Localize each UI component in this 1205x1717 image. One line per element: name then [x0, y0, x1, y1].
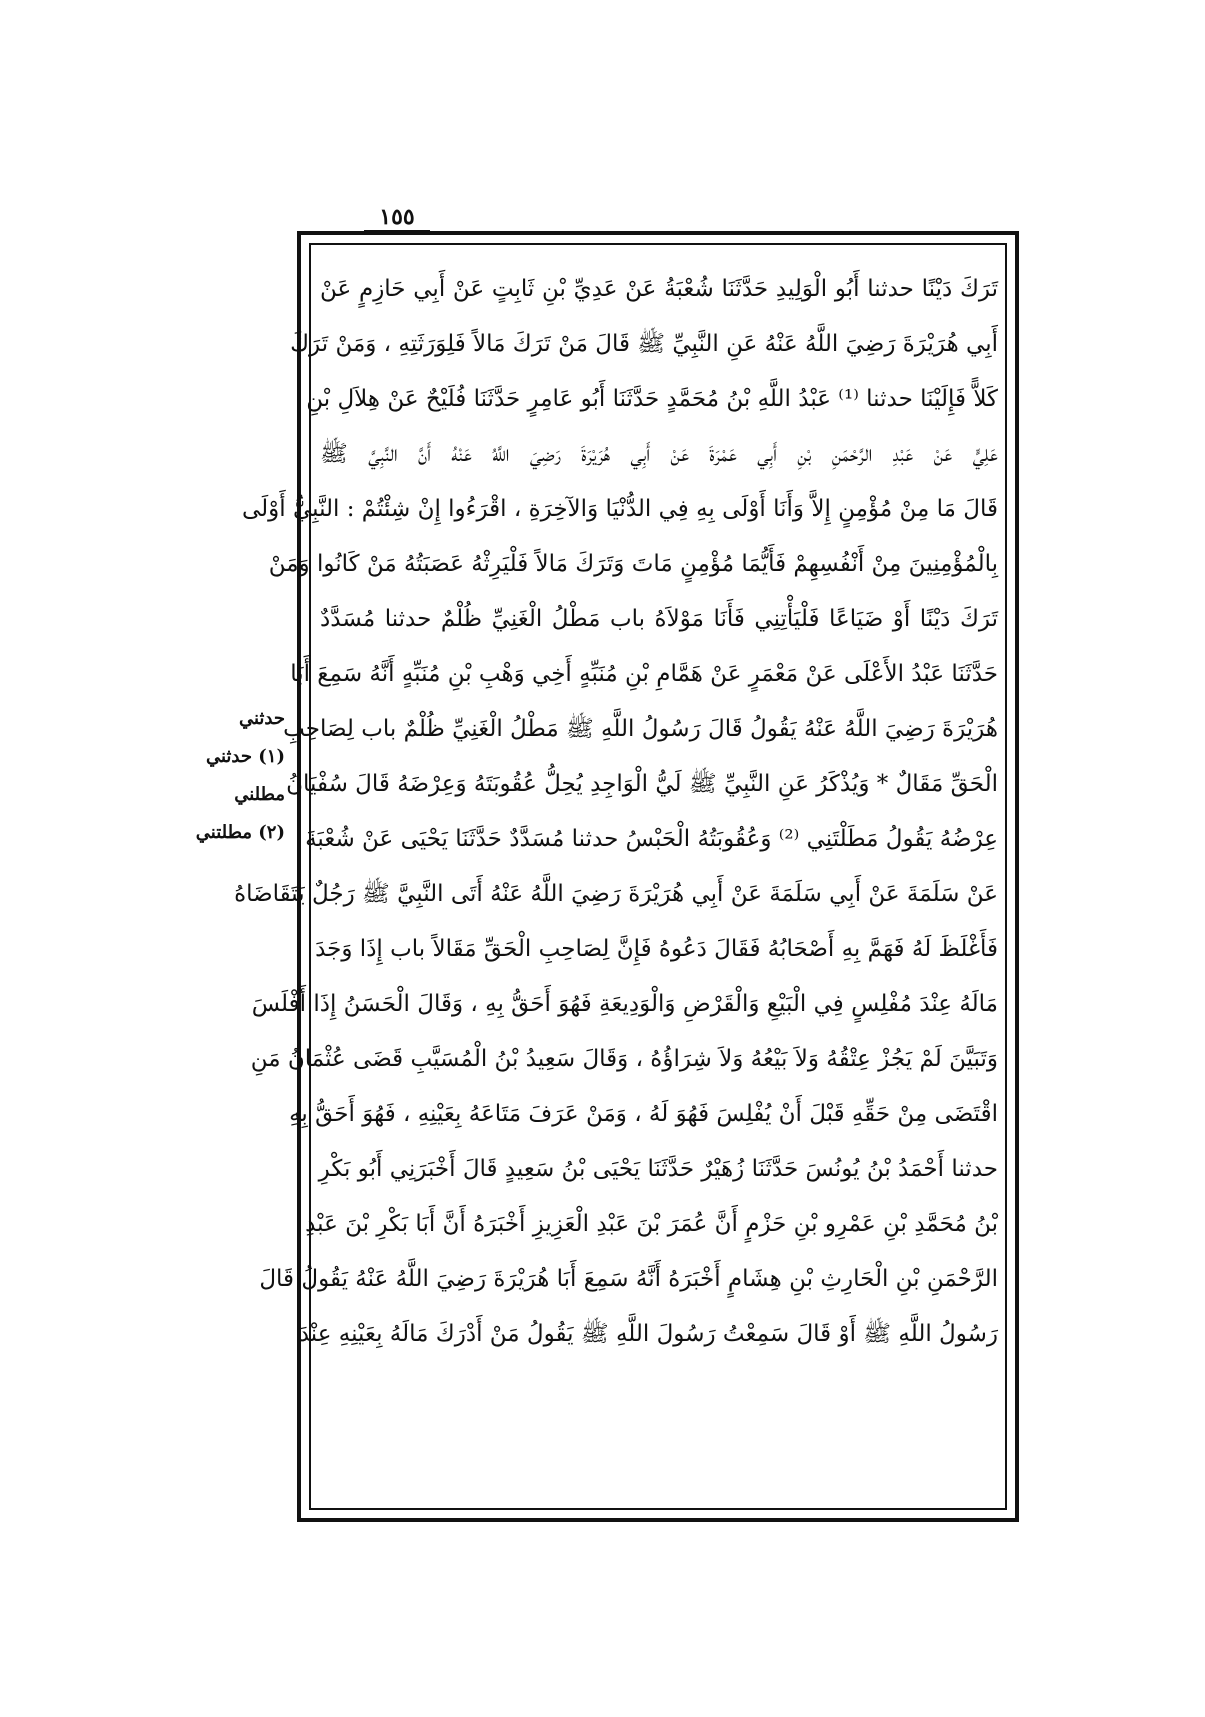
margin-notes [185, 700, 285, 852]
text-line: عَنْ سَلَمَةَ عَنْ أَبِي سَلَمَةَ عَنْ أَبِي هُرَيْرَةَ رَضِيَ اللَّهُ عَنْهُ أَتَى النَّبِيَّ ﷺ رَجُلٌ يَتَقَاضَاهُ [234, 881, 998, 907]
text-line: حَدَّثَنَا عَبْدُ الأَعْلَى عَنْ مَعْمَرٍ عَنْ هَمَّامِ بْنِ مُنَبِّهٍ أَخِي وَهْبِ بْنِ مُنَبِّهٍ أَنَّهُ سَمِعَ أَبَا [290, 661, 998, 687]
text-line: عَلِيٍّ عَنْ عَبْدِ الرَّحْمَنِ بْنِ أَبِي عَمْرَةَ عَنْ أَبِي هُرَيْرَةَ رَضِيَ اللَّهُ عَنْهُ أَنَّ النَّبِيَّ ﷺ [320, 441, 998, 467]
text-line: تَرَكَ دَيْنًا حدثنا أَبُو الْوَلِيدِ حَدَّثَنَا شُعْبَةُ عَنْ عَدِيِّ بْنِ ثَابِتٍ عَنْ أَبِي حَازِمٍ عَنْ [320, 276, 998, 302]
text-line: حدثنا أَحْمَدُ بْنُ يُونُسَ حَدَّثَنَا زُهَيْرٌ حَدَّثَنَا يَحْيَى بْنُ سَعِيدٍ قَالَ أَخْبَرَنِي أَبُو بَكْرِ [318, 1156, 998, 1182]
text-line: بْنُ مُحَمَّدِ بْنِ عَمْرِو بْنِ حَزْمٍ أَنَّ عُمَرَ بْنَ عَبْدِ الْعَزِيزِ أَخْبَرَهُ أَنَّ أَبَا بَكْرِ بْنَ عَبْدِ [305, 1211, 998, 1237]
text-line: رَسُولُ اللَّهِ ﷺ أَوْ قَالَ سَمِعْتُ رَسُولَ اللَّهِ ﷺ يَقُولُ مَنْ أَدْرَكَ مَالَهُ بِعَيْنِهِ عِنْدَ [298, 1321, 998, 1347]
text-line: قَالَ مَا مِنْ مُؤْمِنٍ إِلاَّ وَأَنَا أَوْلَى بِهِ فِي الدُّنْيَا وَالآخِرَةِ ، اقْرَءُوا إِنْ شِئْتُمْ : النَّبِيُّ أَوْلَى [242, 496, 998, 522]
margin-note: مطلني [234, 784, 285, 805]
margin-note: (١) حدثني [205, 746, 285, 767]
text-line: فَأَغْلَظَ لَهُ فَهَمَّ بِهِ أَصْحَابُهُ فَقَالَ دَعُوهُ فَإِنَّ لِصَاحِبِ الْحَقِّ مَقَالاً باب إِذَا وَجَدَ [315, 936, 998, 962]
text-line: بِالْمُؤْمِنِينَ مِنْ أَنْفُسِهِمْ فَأَيُّمَا مُؤْمِنٍ مَاتَ وَتَرَكَ مَالاً فَلْيَرِثْهُ عَصَبَتُهُ مَنْ كَانُوا وَمَنْ [268, 551, 998, 577]
text-line: كَلاًّ فَإِلَيْنَا حدثنا ⁽¹⁾ عَبْدُ اللَّهِ بْنُ مُحَمَّدٍ حَدَّثَنَا أَبُو عَامِرٍ حَدَّثَنَا فُلَيْحٌ عَنْ هِلاَلِ بْنِ [306, 386, 998, 412]
page-number: ١٥٥ [362, 204, 432, 230]
text-line: الرَّحْمَنِ بْنِ الْحَارِثِ بْنِ هِشَامٍ أَخْبَرَهُ أَنَّهُ سَمِعَ أَبَا هُرَيْرَةَ رَضِيَ اللَّهُ عَنْهُ يَقُولُ قَالَ [259, 1266, 998, 1292]
text-line: الْحَقِّ مَقَالٌ * وَيُذْكَرُ عَنِ النَّبِيِّ ﷺ لَيُّ الْوَاجِدِ يُحِلُّ عُقُوبَتَهُ وَعِرْضَهُ قَالَ سُفْيَانُ [286, 771, 998, 797]
text-line: عِرْضُهُ يَقُولُ مَطَلْتَنِي ⁽²⁾ وَعُقُوبَتُهُ الْحَبْسُ حدثنا مُسَدَّدٌ حَدَّثَنَا يَحْيَى عَنْ شُعْبَةَ [305, 826, 998, 852]
text-line: تَرَكَ دَيْنًا أَوْ ضَيَاعًا فَلْيَأْتِنِي فَأَنَا مَوْلاَهُ باب مَطْلُ الْغَنِيِّ ظُلْمٌ حدثنا مُسَدَّدٌ [320, 606, 998, 632]
text-line: مَالَهُ عِنْدَ مُفْلِسٍ فِي الْبَيْعِ وَالْقَرْضِ وَالْوَدِيعَةِ فَهُوَ أَحَقُّ بِهِ ، وَقَالَ الْحَسَنُ إِذَا أَفْلَسَ [251, 991, 998, 1017]
text-line: وَتَبَيَّنَ لَمْ يَجُزْ عِتْقُهُ وَلاَ بَيْعُهُ وَلاَ شِرَاؤُهُ ، وَقَالَ سَعِيدُ بْنُ الْمُسَيَّبِ قَضَى عُثْمَانُ مَنِ [250, 1046, 998, 1072]
text-line: أَبِي هُرَيْرَةَ رَضِيَ اللَّهُ عَنْهُ عَنِ النَّبِيِّ ﷺ قَالَ مَنْ تَرَكَ مَالاً فَلِوَرَثَتِهِ ، وَمَنْ تَرَكَ [290, 331, 998, 357]
margin-note: حدثني [238, 708, 285, 729]
text-line: هُرَيْرَةَ رَضِيَ اللَّهُ عَنْهُ يَقُولُ قَالَ رَسُولُ اللَّهِ ﷺ مَطْلُ الْغَنِيِّ ظُلْمٌ باب لِصَاحِبِ [283, 716, 998, 742]
text-line: اقْتَضَى مِنْ حَقِّهِ قَبْلَ أَنْ يُفْلِسَ فَهُوَ لَهُ ، وَمَنْ عَرَفَ مَتَاعَهُ بِعَيْنِهِ ، فَهُوَ أَحَقُّ بِهِ [289, 1101, 998, 1127]
margin-note: (٢) مطلتني [195, 822, 285, 843]
